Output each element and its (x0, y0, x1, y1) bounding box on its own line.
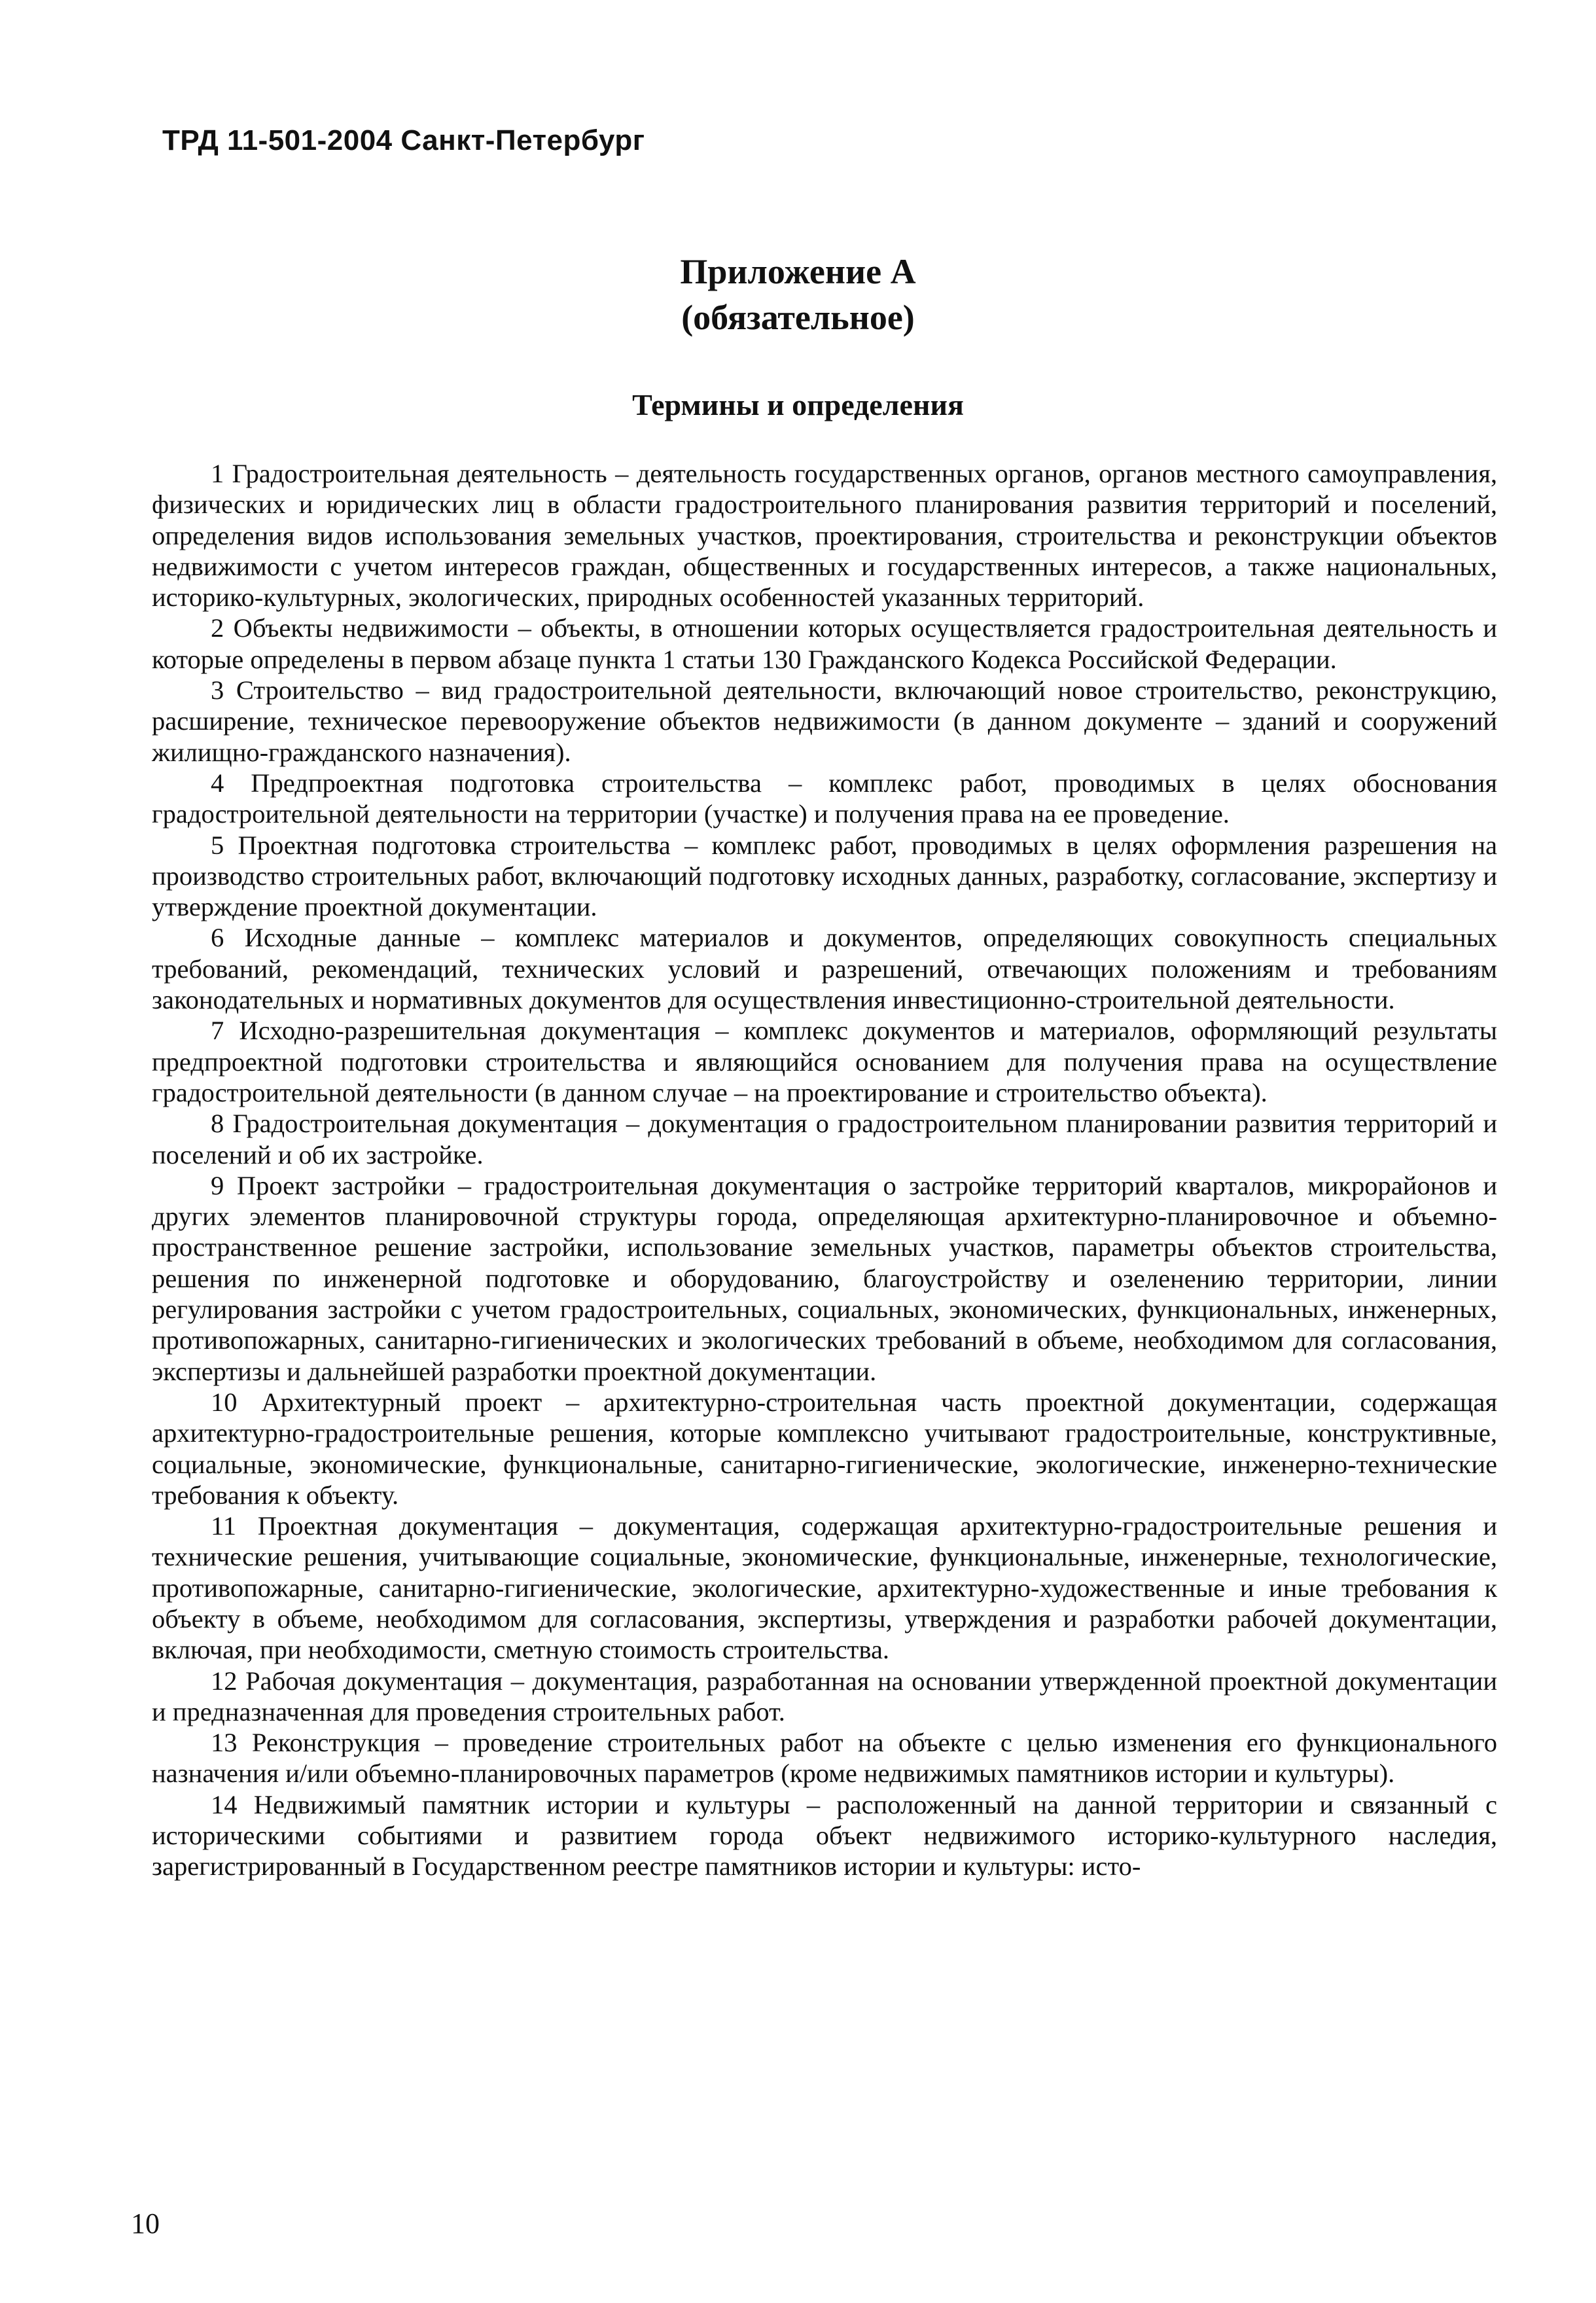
term-paragraph-7: 7 Исходно-разрешительная документация – комплекс документов и материалов, оформляющий результаты предпроектной подготовки строительства и являющийся основанием для получения права на осуществление градостроительной деятельности (в данном случае – на проектирование и строительство объекта). (152, 1016, 1497, 1107)
term-paragraph-6: 6 Исходные данные – комплекс материалов и документов, определяющих совокупность специальных требований, рекомендаций, технических условий и разрешений, отвечающих положениям и требованиям законодательных и нормативных документов для осуществления инвестиционно-строительной деятельности. (152, 923, 1497, 1015)
term-paragraph-12: 12 Рабочая документация – документация, разработанная на основании утвержденной проектной документации и предназначенная для проведения строительных работ. (152, 1666, 1497, 1726)
term-paragraph-9: 9 Проект застройки – градостроительная документация о застройке территорий кварталов, микрорайонов и других элементов планировочной структуры города, определяющая архитектурно-планировочное и объемно-пространственное решение застройки, использование земельных участков, параметры объектов строительства, решения по инженерной подготовке и оборудованию, благоустройству и озеленению территории, линии регулирования застройки с учетом градостроительных, социальных, экономических, функциональных, инженерных, противопожарных, санитарно-гигиенических и экологических требований в объеме, необходимом для согласования, экспертизы и дальнейшей разработки проектной документации. (152, 1170, 1497, 1386)
term-paragraph-1: 1 Градостроительная деятельность – деятельность государственных органов, органов местного самоуправления, физических и юридических лиц в области градостроительного планирования развития территорий и поселений, определения видов использования земельных участков, проектирования, строительства и реконструкции объектов недвижимости с учетом интересов граждан, общественных и государственных интересов, а также национальных, историко-культурных, экологических, природных особенностей указанных территорий. (152, 459, 1497, 613)
running-header: ТРД 11-501-2004 Санкт-Петербург (162, 124, 645, 156)
terms-list (152, 458, 1497, 1882)
term-paragraph-10: 10 Архитектурный проект – архитектурно-строительная часть проектной документации, содержащая архитектурно-градостроительные решения, которые комплексно учитывают градостроительные, конструктивные, социальные, экономические, функциональные, санитарно-гигиенические, экологические, инженерно-технические требования к объекту. (152, 1387, 1497, 1510)
term-paragraph-3: 3 Строительство – вид градостроительной деятельности, включающий новое строительство, реконструкцию, расширение, техническое перевооружение объектов недвижимости (в данном документе – зданий и сооружений жилищно-гражданского назначения). (152, 675, 1497, 767)
annex-status: (обязательное) (681, 298, 915, 337)
annex-heading (0, 249, 1596, 340)
term-paragraph-14: 14 Недвижимый памятник истории и культуры – расположенный на данной территории и связанный с историческими событиями и развитием города объект недвижимого историко-культурного наследия, зарегистрированный в Государственном реестре памятников истории и культуры: исто- (152, 1789, 1497, 1882)
term-paragraph-4: 4 Предпроектная подготовка строительства – комплекс работ, проводимых в целях обоснования градостроительной деятельности на территории (участке) и получения права на ее проведение. (152, 768, 1497, 829)
term-paragraph-11: 11 Проектная документация – документация, содержащая архитектурно-градостроительные решения и технические решения, учитывающие социальные, экономические, функциональные, инженерные, технологические, противопожарные, санитарно-гигиенические, экологические, архитектурно-художественные и иные требования к объекту в объеме, необходимом для согласования, экспертизы, утверждения и разработки рабочей документации, включая, при необходимости, сметную стоимость строительства. (152, 1511, 1497, 1665)
section-title: Термины и определения (632, 388, 964, 421)
annex-title: Приложение А (680, 252, 916, 291)
page-number: 10 (131, 2207, 160, 2240)
term-paragraph-13: 13 Реконструкция – проведение строительных работ на объекте с целью изменения его функционального назначения и/или объемно-планировочных параметров (кроме недвижимых памятников истории и культуры). (152, 1728, 1497, 1789)
term-paragraph-5: 5 Проектная подготовка строительства – комплекс работ, проводимых в целях оформления разрешения на производство строительных работ, включающий подготовку исходных данных, разработку, согласование, экспертизу и утверждение проектной документации. (152, 830, 1497, 922)
term-paragraph-2: 2 Объекты недвижимости – объекты, в отношении которых осуществляется градостроительная деятельность и которые определены в первом абзаце пункта 1 статьи 130 Гражданского Кодекса Российской Федерации. (152, 613, 1497, 674)
term-paragraph-8: 8 Градостроительная документация – документация о градостроительном планировании развития территорий и поселений и об их застройке. (152, 1109, 1497, 1169)
